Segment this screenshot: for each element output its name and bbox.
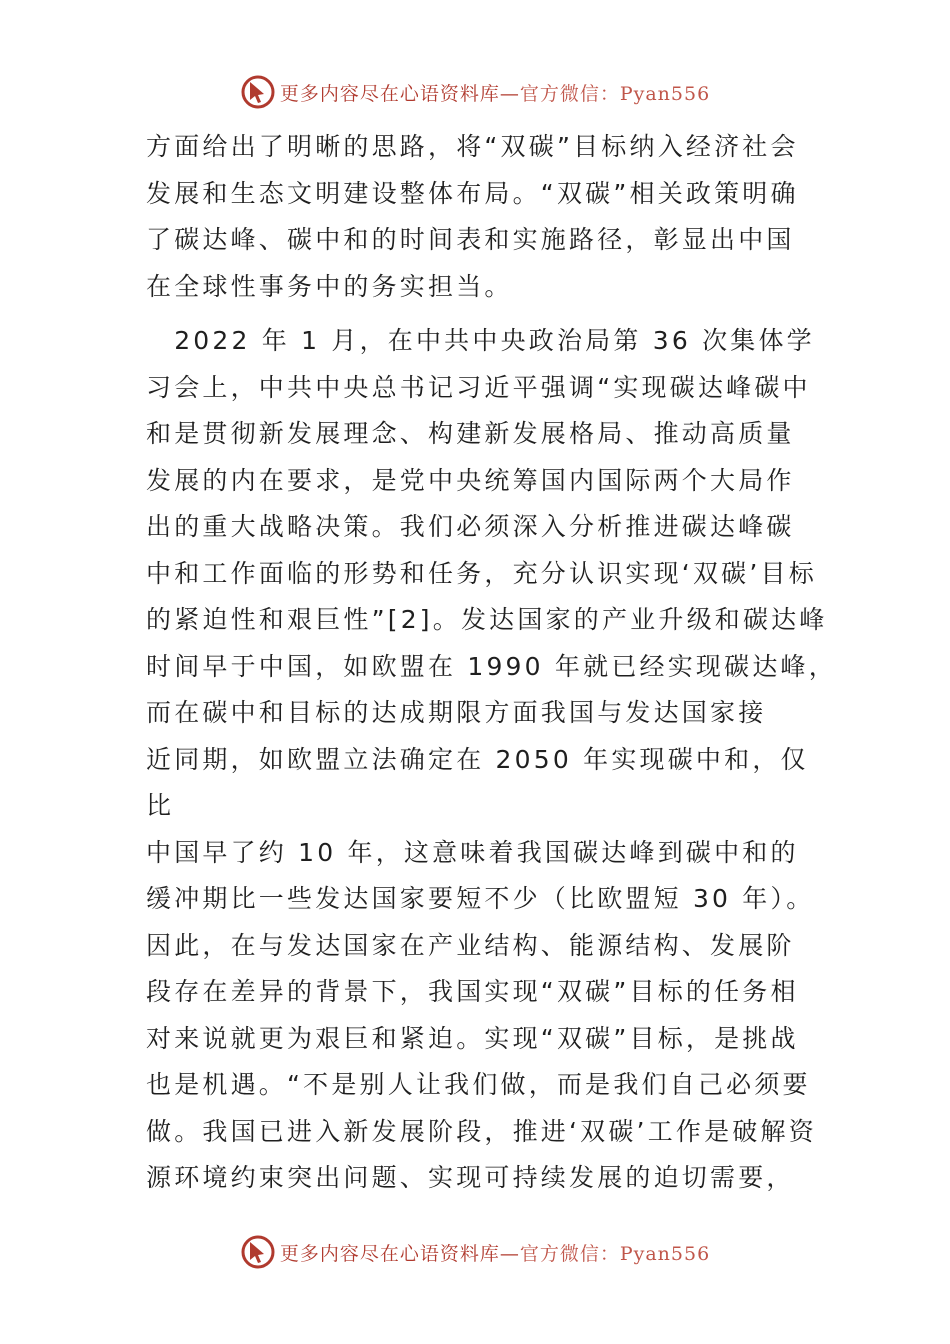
text-line: 发展和生态文明建设整体布局。“双碳”相关政策明确 [146, 178, 799, 208]
text-line: 近同期，如欧盟立法确定在 2050 年实现碳中和，仅 [146, 744, 809, 774]
text-line: 对来说就更为艰巨和紧迫。实现“双碳”目标，是挑战 [146, 1023, 799, 1053]
footer-banner-text [280, 1239, 710, 1266]
text-line: 段存在差异的背景下，我国实现“双碳”目标的任务相 [146, 977, 799, 1006]
header-banner-wechat: 官方微信：Pyan556 [519, 82, 711, 105]
mouse-cursor-logo-icon [240, 74, 276, 110]
header-banner-main: 更多内容尽在心语资料库— [279, 82, 520, 105]
header-banner [0, 72, 950, 112]
text-line: 出的重大战略决策。我们必须深入分析推进碳达峰碳 [146, 512, 795, 541]
text-line: 源环境约束突出问题、实现可持续发展的迫切需要， [146, 1163, 795, 1192]
header-banner-text [280, 79, 710, 106]
text-line: 中和工作面临的形势和任务，充分认识实现‘双碳’目标 [146, 558, 817, 588]
text-line: 也是机遇。“不是别人让我们做，而是我们自己必须要 [146, 1070, 811, 1099]
text-line: 中国早了约 10 年，这意味着我国碳达峰到碳中和的 [146, 837, 799, 867]
mouse-cursor-logo-icon [240, 1234, 276, 1270]
paragraph-2 [146, 318, 837, 1202]
text-line: 比 [146, 791, 175, 820]
footer-banner [0, 1232, 950, 1272]
text-line: 在全球性事务中的务实担当。 [146, 271, 513, 301]
text-line: 缓冲期比一些发达国家要短不少（比欧盟短 30 年）。 [146, 884, 815, 913]
text-line: 了碳达峰、碳中和的时间表和实施路径，彰显出中国 [146, 225, 795, 254]
text-line: 做。我国已进入新发展阶段，推进‘双碳’工作是破解资 [146, 1116, 817, 1146]
text-line: 的紧迫性和艰巨性”[2]。发达国家的产业升级和碳达峰 [146, 605, 828, 634]
paragraph-1 [146, 124, 826, 310]
text-line: 和是贯彻新发展理念、构建新发展格局、推动高质量 [146, 419, 795, 448]
text-line: 方面给出了明晰的思路，将“双碳”目标纳入经济社会 [146, 132, 799, 161]
text-line: 时间早于中国，如欧盟在 1990 年就已经实现碳达峰， [146, 651, 837, 681]
footer-banner-wechat: 官方微信：Pyan556 [519, 1242, 711, 1265]
document-body [146, 124, 837, 1202]
text-line: 而在碳中和目标的达成期限方面我国与发达国家接 [146, 698, 767, 727]
footer-banner-main: 更多内容尽在心语资料库— [279, 1242, 520, 1265]
text-line: 2022 年 1 月，在中共中央政治局第 36 次集体学 [146, 326, 815, 355]
text-line: 因此，在与发达国家在产业结构、能源结构、发展阶 [146, 930, 795, 960]
text-line: 发展的内在要求，是党中央统筹国内国际两个大局作 [146, 465, 795, 495]
text-line: 习会上，中共中央总书记习近平强调“实现碳达峰碳中 [146, 372, 811, 402]
